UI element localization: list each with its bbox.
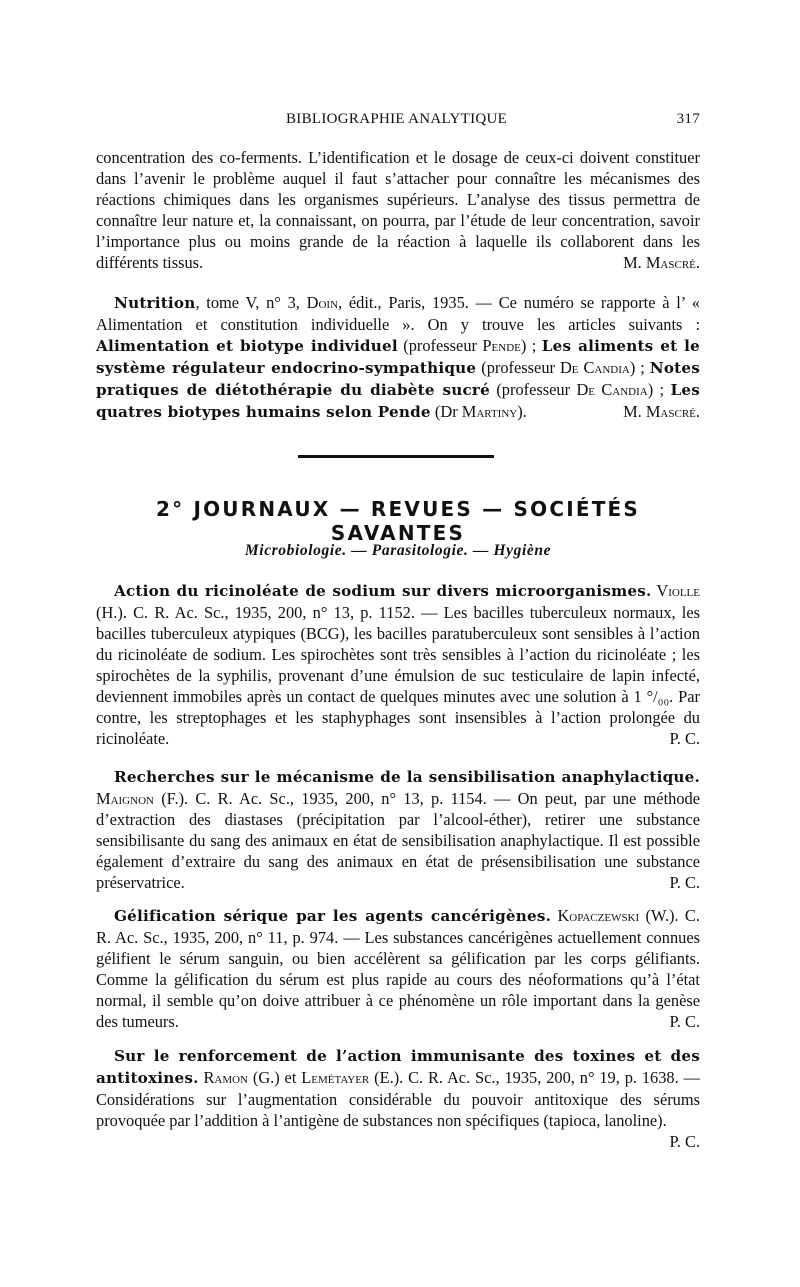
publisher: Doin [306, 293, 339, 312]
header-title: BIBLIOGRAPHIE ANALYTIQUE [286, 111, 508, 127]
author-name: De Candia [559, 358, 630, 377]
abstract-author: Kopaczewski [557, 906, 640, 925]
abstract-2 [96, 766, 700, 893]
section-title: 2° JOURNAUX — REVUES — SOCIÉTÉS SAVANTES [155, 497, 641, 545]
separator: ) ; [629, 358, 650, 377]
abstract-title: Sur le renforcement de l’action immunisante des toxines et des antitoxines. [96, 1047, 700, 1087]
review-continuation [96, 147, 700, 273]
abstract-author: Maignon [96, 789, 154, 808]
abstract-signature: P. C. [669, 729, 700, 748]
abstract-mid: (G.) et [248, 1068, 302, 1087]
abstract-author: Ramon [203, 1068, 248, 1087]
article-title-4: Les quatres biotypes humains selon Pende [96, 381, 700, 421]
review-signature: M. Mascré. [623, 253, 700, 272]
abstract-body: (E.). C. R. Ac. Sc., 1935, 200, n° 19, p. 1638. — Considérations sur l’augmentation considérable du pouvoir antitoxique des sérums provoquée par l’addition à l’antigène de substances non spécifiques (tapioca, lanoline). [96, 1068, 700, 1130]
abstract-signature: P. C. [669, 1012, 700, 1031]
abstract-body: (F.). C. R. Ac. Sc., 1935, 200, n° 13, p. 1154. — On peut, par une méthode d’extraction des diastases (précipitation par l’alcool-éther), retirer une substance sensibilisante du sang des animaux en état de sensibilisation anaphylactique. Il est possible également d’extraire du sang des animaux en état de présensibilisation une substance préservatrice. [96, 789, 700, 892]
separator: ) ; [647, 380, 671, 399]
abstract-signature: P. C. [669, 1132, 700, 1151]
review-signature: M. Mascré. [623, 402, 700, 421]
article-title-1: Alimentation et biotype individuel [96, 337, 398, 355]
article-title-3: Notes pratiques de diétothérapie du diabète sucré [96, 359, 700, 399]
abstract-title: Action du ricinoléate de sodium sur divers microorganismes. [114, 582, 652, 600]
article-title-2: Les aliments et le système régulateur endocrino-sympathique [96, 337, 700, 377]
author-prefix: (professeur [397, 336, 483, 355]
separator: ) ; [520, 336, 542, 355]
section-divider [298, 455, 494, 458]
abstract-title: Gélification sérique par les agents cancérigènes. [114, 907, 552, 925]
journal-rest: , édit., Paris, 1935. — Ce numéro se rapporte à l’ « Alimentation et constitution individuelle ». On y trouve les articles suivants : [96, 293, 700, 334]
journal-title: Nutrition [114, 294, 196, 312]
author-name: Martiny [461, 402, 518, 421]
abstract-author: Violle [656, 581, 700, 600]
abstract-4 [96, 1045, 700, 1152]
author-prefix: (Dr [430, 402, 462, 421]
author-name: De Candia [576, 380, 648, 399]
abstract-signature: P. C. [669, 873, 700, 892]
abstract-author-2: Lemétayer [301, 1068, 370, 1087]
abstract-body: (W.). C. R. Ac. Sc., 1935, 200, n° 11, p. 974. — Les substances cancérigènes actuellement connues gélifient le sérum sanguin, ou bien accélèrent sa gélification par les corps gélifiants. Comme la gélification du sérum est plus rapide au cours des néoformations qu’à l’état normal, il semble qu’on doive attribuer à ce phénomène un rôle important dans la genèse des tumeurs. [96, 906, 700, 1031]
subsection-title: Microbiologie. — Parasitologie. — Hygiène [244, 542, 552, 559]
author-name: Pende [482, 336, 521, 355]
journal-intro: , tome V, n° 3, [195, 293, 307, 312]
author-prefix: (professeur [489, 380, 577, 399]
abstract-3 [96, 905, 700, 1032]
review-text: concentration des co-ferments. L’identification et le dosage de ceux-ci doivent constituer dans l’avenir le problème auquel il faut s’attacher pour connaître les mécanismes des réactions chimiques dans les organismes supérieurs. L’analyse des tissus permettra de connaître leur nature et, la connaissant, on pourra, par l’étude de leur concentration, savoir l’importance plus ou moins grande de la réaction à laquelle ils collaborent dans les différents tissus. [96, 148, 700, 272]
author-prefix: (professeur [476, 358, 560, 377]
nutrition-review [96, 292, 700, 423]
closing: ). [517, 402, 527, 421]
abstract-1 [96, 580, 700, 749]
abstract-body: (H.). C. R. Ac. Sc., 1935, 200, n° 13, p. 1152. — Les bacilles tuberculeux normaux, les bacilles tuberculeux atypiques (BCG), les bacilles paratuberculeux sont sensibles à l’action du ricinoléate de sodium. Les spirochètes sont très sensibles à l’action du ricinoléate ; les spirochètes de la syphilis, provenant d’une émulsion de suc testiculaire de lapin infecté, deviennent immobiles après un contact de quelques minutes avec une solution à 1 °/₀₀. Par contre, les streptophages et les staphyphages sont insensibles à l’action prolongée du ricinoléate. [96, 603, 700, 748]
page-number: 317 [676, 111, 700, 127]
abstract-title: Recherches sur le mécanisme de la sensibilisation anaphylactique. [114, 768, 700, 786]
